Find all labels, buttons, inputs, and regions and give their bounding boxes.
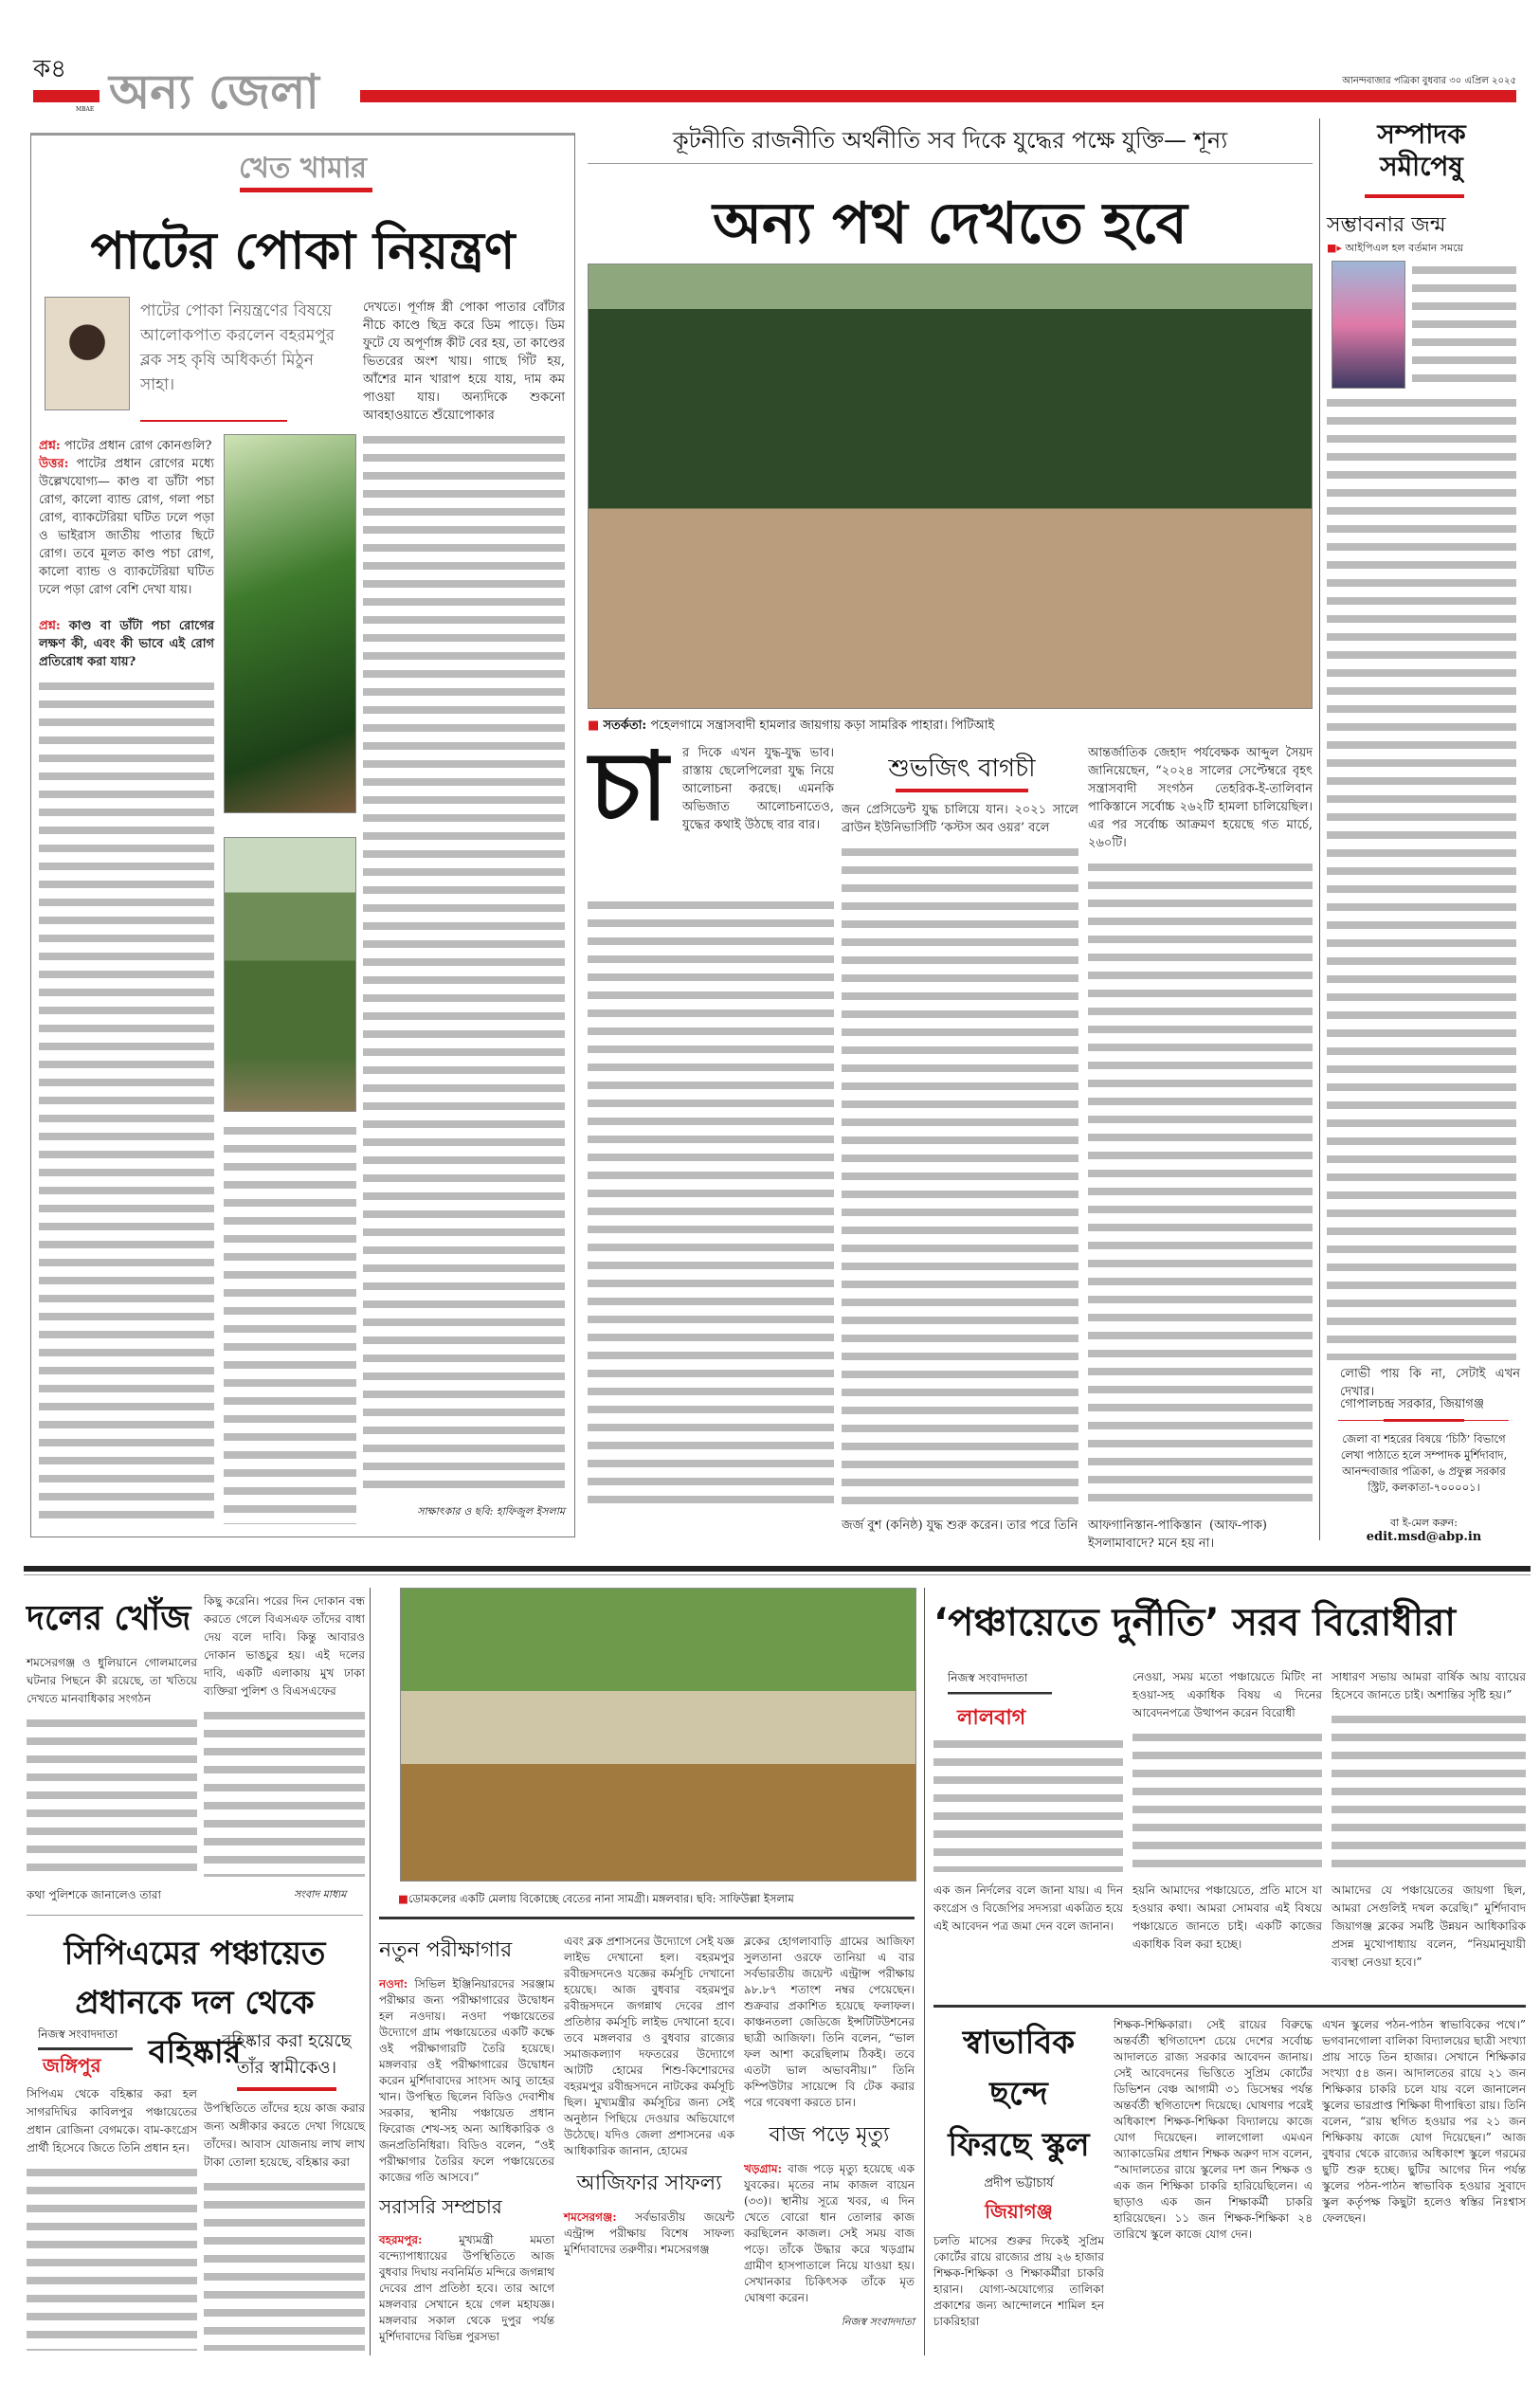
party-col2: [204, 1592, 365, 1877]
dateline: নওদা:: [379, 1977, 408, 1991]
headline: দলের খোঁজ: [27, 1599, 191, 1638]
red-rule: [33, 90, 100, 102]
red-underline: [240, 188, 372, 192]
body: নেওয়া, সময় মতো পঞ্চায়েতে মিটিং না হওয়া-সহ একাধিক বিষয় এ দিনের আবেদনপত্রে উত্থাপন করেন বিরোধী: [1132, 1670, 1322, 1719]
arrow-icon: ■▸: [1327, 242, 1342, 254]
body-text: [588, 896, 834, 1512]
body-text: [27, 2163, 197, 2351]
body-col2: জন প্রেসিডেন্ট যুদ্ধ চালিয়ে যান। ২০২১ সালে ব্রাউন ইউনিভার্সিটি ‘কস্টস অব ওয়র’ বলে: [842, 803, 1078, 835]
section-divider: [24, 1566, 1531, 1572]
cpim-col2: [204, 2100, 365, 2351]
letters-title-1: সম্পাদক: [1377, 118, 1466, 150]
bullet-icon: ■: [398, 1892, 408, 1905]
body-text: [933, 1735, 1123, 1872]
headline: আজিফার সাফল্য: [576, 2172, 722, 2195]
body-foot: কথা পুলিশকে জানালেও তারা: [27, 1888, 161, 1901]
dateline: জিয়াগঞ্জ: [985, 2200, 1053, 2223]
kicker: কূটনীতি রাজনীতি অর্থনীতি সব দিকে যুদ্ধের পক্ষে যুক্তি— শূন্য: [672, 127, 1228, 154]
body: এখন স্কুলের পঠন-পাঠন স্বাভাবিকের পথে।” ভগবানগোলা বালিকা বিদ্যালয়ের ছাত্রী সংখ্যা প্রায় সাড়ে তিন হাজার। সেখানে শিক্ষিকার সংখ্যা ৫৪ জন। আদালতের রায়ে ২১ জন শিক্ষিকার চাকরি চলে যায় বলে জানালেন স্কুলের ভারপ্রাপ্ত শিক্ষিকা দীপান্বিতা রায়। তিনি বলেন, “রায় স্থগিত হওয়ার পর ২১ জন শিক্ষিকায় কাজে যোগ দিয়েছেন।” আজ বুধবার থেকে রাজ্যের অধিকাংশ স্কুলে গরমের ছুটি শুরু হচ্ছে। ছুটির আগের দিন পর্যন্ত স্কুলের পঠন-পাঠন স্বাভাবিক হওয়ার সুবাদে স্কুল কর্তৃপক্ষ কিছুটা হলেও স্বস্তির নিঃশ্বাস ফেলছেন।: [1322, 2018, 1526, 2225]
answer: পাটের প্রধান রোগের মধ্যে উল্লেখযোগ্য— কাণ্ড বা ডাঁটা পচা রোগ, কালো ব্যান্ড রোগ, গলা পচা রোগ, ব্যাকটেরিয়া ঘটিত ঢলে পড়া ও ভাইরাস জাতীয় পাতার ছিটে রোগ। তবে মূলত কাণ্ড পচা রোগ, কালো ব্যান্ড ও ব্যাকটেরিয়া ঘটিত ঢলে পড়া রোগ বেশি দেখা যায়।: [39, 457, 214, 597]
letter-headline: সম্ভাবনার জন্ম: [1327, 213, 1446, 237]
lab-live-column: [379, 1934, 554, 2345]
body-text: [363, 430, 565, 1498]
section-tag: MBAE: [76, 106, 95, 113]
email-label: বা ই-মেল করুন:: [1390, 1517, 1458, 1529]
red-underline: [896, 789, 1028, 792]
photo-caption: [398, 1891, 794, 1909]
foot-3: (আফ-পাক): [1209, 1518, 1267, 1533]
lead-headline: অন্য পথ দেখতে হবে: [713, 191, 1187, 257]
body-text: [1332, 1710, 1526, 1872]
red-rule: [360, 90, 1516, 102]
school-col1: [933, 2017, 1104, 2330]
byline: শুভজিৎ বাগচী: [888, 755, 1036, 783]
body: সিপিএম থেকে বহিষ্কার করা হল সাগরদিঘির কাবিলপুর পঞ্চায়েতের প্রধান রোজিনা বেগমকে। বাম-কংগ্রেস প্রার্থী হিসেবে জিতে তিনি প্রধান হন।: [27, 2087, 197, 2155]
lead-photo: [588, 264, 1313, 709]
body: [379, 2232, 554, 2345]
body-text: সিভিল ইঞ্জিনিয়ারদের সরঞ্জাম পরীক্ষার জন্য পরীক্ষাগারের উদ্বোধন হল নওদায়। নওদা পঞ্চায়েতের উদ্যোগে গ্রাম পঞ্চায়েতের একটি কক্ষে ওই পরীক্ষাগারটি তৈরি হয়েছে। মঙ্গলবার ওই পরীক্ষাগারের উদ্বোধন করেন মুর্শিদাবাদের সাংসদ আবু তাহের খান। উপস্থিত ছিলেন বিডিও দেবাশীষ সরকার, স্থানীয় পঞ্চায়েত প্রধান ফিরোজ শেখ-সহ অন্য আধিকারিক ও জনপ্রতিনিধিরা। বিডিও বলেন, “ওই পরীক্ষাগার তৈরির ফলে পঞ্চায়েতের কাজের গতি আসবে।”: [379, 1977, 554, 2184]
body: হয়নি আমাদের পঞ্চায়েতে, প্রতি মাসে যা হওয়ার কথা। আমরা সোমবার এই বিষয়ে পঞ্চায়েতে জানতে চাই। একটি কাজের একাধিক বিল করা হচ্ছে।: [1132, 1883, 1322, 1951]
dateline: বহরমপুর:: [379, 2233, 423, 2246]
body-text: [27, 1714, 197, 1877]
submission-notice: জেলা বা শহরের বিষয়ে ‘চিঠি’ বিভাগে লেখা পাঠাতে হলে সম্পাদক মুর্শিদাবাদ, আনন্দবাজার পত্রিকা, ৬ প্রফুল্ল সরকার স্ট্রিট, কলকাতা-৭০০০০১।: [1340, 1432, 1508, 1494]
letter-lead: [1327, 239, 1516, 257]
body: [564, 2209, 734, 2258]
section-kicker: খেত খামার: [238, 152, 368, 185]
answer-label: উত্তর:: [39, 457, 69, 471]
credit: সংবাদ মাধ্যম: [294, 1888, 347, 1900]
headline: [933, 2017, 1104, 2171]
party-col1: [27, 1654, 197, 1877]
body-col3: আন্তর্জাতিক জেহাদ পর্যবেক্ষক আব্দুল সৈয়দ জানিয়েছেন, “২০২৪ সালের সেপ্টেম্বরে বৃহৎ সন্ত্রাসবাদী সংগঠন তেহরিক-ই-তালিবান পাকিস্তানে সর্বোচ্চ ২৬২টি হামলা চালিয়েছিল। এর পর সর্বোচ্চ আক্রমণ হয়েছে গত মার্চে, ২৬০টি।: [1088, 746, 1313, 850]
date-line: আনন্দবাজার পত্রিকা বুধবার ৩০ এপ্রিল ২০২৫: [1342, 76, 1516, 86]
question: পাটের প্রধান রোগ কোনগুলি?: [63, 439, 212, 453]
question: কাণ্ড বা ডাঁটা পচা রোগের লক্ষণ কী, এবং কী ভাবে এই রোগ প্রতিরোধ করা যায়?: [39, 619, 214, 669]
foot-2: আফগানিস্তান-পাকিস্তান: [1088, 1518, 1202, 1533]
dateline: শমসেরগঞ্জ:: [564, 2210, 617, 2224]
cricket-photo: [1332, 261, 1405, 389]
letter-first-line: আইপিএল হল বর্তমান সময়ে: [1345, 242, 1464, 254]
lead-col3: [1088, 744, 1313, 1512]
caption: পহেলগামে সন্ত্রাসবাদী হামলার জায়গায় কড়া সামরিক পাহারা। পিটিআই: [650, 718, 995, 733]
question-label: প্রশ্ন:: [39, 619, 61, 633]
byline: প্রদীপ ভট্টাচার্য: [984, 2176, 1054, 2191]
page-number: ক৪: [33, 55, 67, 83]
panchayat-col2: [1132, 1668, 1322, 1872]
farm-article: [30, 133, 575, 1537]
body-col1: র দিকে এখন যুদ্ধ-যুদ্ধ ভাব। রাস্তায় ছেলেপিলেরা যুদ্ধ নিয়ে আলোচনা করছে। এমনকি অভিজাত আলোচনাতেও, যুদ্ধের কথাই উঠছে বার বার।: [682, 746, 834, 832]
credit: সাক্ষাৎকার ও ছবি: হাফিজুল ইসলাম: [417, 1505, 565, 1518]
credit: নিজস্ব সংবাদদাতা: [841, 2316, 915, 2328]
foot-4: ইসলামাবাদে? মনে হয় না।: [1088, 1536, 1215, 1551]
dateline: জঙ্গিপুর: [43, 2054, 101, 2077]
body: ব্লকের হোগলাবাড়ি গ্রামের আজিফা সুলতানা ওরফে তানিয়া এ বার সর্বভারতীয় জয়েন্ট এন্ট্রান্স পরীক্ষায় ৯৮.৮৭ শতাংশ নম্বর পেয়েছেন। শুক্রবার প্রকাশিত হয়েছে ফলাফল। কাঞ্চনতলা জেডিজে ইন্সটিটিউশনের ছাত্রী আজিফা। তিনি বলেন, “ভাল ফল আশা করেছিলাম ঠিকই। তবে এতটা ভাল অভাবনীয়।” তিনি কম্পিউটার সায়েন্সে বি টেক করার পরে গবেষণা করতে চান।: [744, 1935, 915, 2109]
ajifa-lightning-column: [744, 1934, 915, 2332]
letters-title: [1327, 118, 1516, 183]
foot-row: [1088, 1517, 1313, 1553]
section-title: অন্য জেলা: [109, 64, 319, 119]
letters-title-2: সমীপেষু: [1380, 151, 1463, 182]
headline: সরাসরি সম্প্রচার: [379, 2195, 502, 2218]
live-ajifa-column: [564, 1934, 734, 2258]
caption-label: সতর্কতা:: [603, 718, 647, 733]
headline: ‘পঞ্চায়েতে দুর্নীতি’ সরব বিরোধীরা: [933, 1601, 1456, 1645]
red-underline: [140, 420, 287, 422]
drop-cap: চা: [589, 731, 668, 842]
pull-quote: বহিষ্কার করা হয়েছে তাঁর স্বামীকেও।: [222, 2031, 352, 2078]
author-photo: [45, 297, 130, 410]
headline-line: ছন্দে: [989, 2075, 1048, 2113]
fair-photo: [400, 1588, 916, 1882]
question-label: প্রশ্ন:: [39, 439, 61, 453]
qa-text: [39, 437, 214, 671]
lead-col2: [842, 801, 1078, 1512]
letter-body: [1327, 393, 1516, 1360]
right-column: [363, 299, 565, 1521]
body: শিক্ষক-শিক্ষিকারা। সেই রায়ের বিরুদ্ধে অন্তর্বর্তী স্থগিতাদেশ চেয়ে দেশের সর্বোচ্চ আদালতে রাজ্য সরকার আবেদন জানায়। সেই আবেদনের ভিত্তিতে সুপ্রিম কোর্টের ডিভিশন বেঞ্চ আগামী ৩১ ডিসেম্বর পর্যন্ত অন্তর্বর্তী স্থগিতাদেশ দিয়েছে। ঘোষণার পরেই অধিকাংশ শিক্ষক-শিক্ষিকা বিদ্যালয়ে কাজে যোগ দিয়েছেন। লালগোলা এমএন অ্যাকাডেমির প্রধান শিক্ষক অরুণ দাস বলেন, “আদালতের রায়ে স্কুলের দশ জন শিক্ষক ও এক জন শিক্ষিকা চাকরি হারিয়েছিলেন। এ ছাড়াও এক জন শিক্ষাকর্মী চাকরি হারিয়েছেন। ১১ জন শিক্ষক-শিক্ষিকা ২৪ তারিখে স্কুলে কাজে যোগ দেন।: [1114, 2018, 1313, 2241]
dateline: লালবাগ: [957, 1706, 1026, 1730]
body-text: [1132, 1728, 1322, 1872]
body-text: বাজ পড়ে মৃত্যু হয়েছে এক যুবকের। মৃতের নাম কাজল বায়েন (৩৩)। স্থানীয় সূত্রে খবর, এ দিন খেতে বোরো ধান তোলার কাজ করছিলেন কাজল। সেই সময় বাজ পড়ে। তাঁকে উদ্ধার করে খড়গ্রাম গ্রামীণ হাসপাতালে নিয়ে যাওয়া হয়। সেখানকার চিকিৎসক তাঁকে মৃত ঘোষণা করেন।: [744, 2162, 915, 2304]
body: এবং ব্লক প্রশাসনের উদ্যোগে সেই যজ্ঞ লাইভ দেখানো হল। বহরমপুর রবীন্দ্রসদনেও যজ্ঞের কর্মসূচি দেখানো হয়েছে। আজ বুধবার বহরমপুর রবীন্দ্রসদনে জগন্নাথ দেবের প্রাণ প্রতিষ্ঠার কর্মসূচি লাইভ দেখানো হবে। তবে মঙ্গলবার ও বুধবার রাজ্যের সমাজকল্যাণ দফতরের উদ্যোগে আটটি হোমের শিশু-কিশোরদের বহরমপুর রবীন্দ্রসদনে নাটকের কর্মসূচি ছিল। মুখ্যমন্ত্রীর কর্মসূচির জন্য সেই অনুষ্ঠান পিছিয়ে দেওয়ার অভিযোগে উঠেছে। যদিও জেলা প্রশাসনের এক আধিকারিক জানান, হোমের: [564, 1935, 734, 2157]
email-link[interactable]: edit.msd@abp.in: [1366, 1530, 1482, 1544]
body-text: [224, 1121, 356, 1524]
headline-line: স্বাভাবিক: [962, 2024, 1076, 2062]
bullet-icon: ■: [588, 718, 600, 733]
letter-tail: লোভী পায় কি না, সেটাই এখন দেখার।: [1340, 1367, 1520, 1399]
headline: নতুন পরীক্ষাগার: [379, 1938, 513, 1962]
body-text: [1088, 858, 1313, 1512]
dateline: খড়গ্রাম:: [744, 2162, 783, 2175]
body: শমসেরগঞ্জ ও ধুলিয়ানে গোলমালের ঘটনার পিছনে কী রয়েছে, তা খতিয়ে দেখতে মানবাধিকার সংগঠন: [27, 1656, 197, 1705]
caption: ডোমকলের একটি মেলায় বিকোচ্ছে বেতের নানা সামগ্রী। মঙ্গলবার। ছবি: সাফিউল্লা ইসলাম: [408, 1892, 794, 1905]
body: আমাদের যে পঞ্চায়েতের জায়গা ছিল, আমরা সেগুলিই দখল করেছি।” মুর্শিদাবাদ জিয়াগঞ্জ ব্লকের সমষ্টি উন্নয়ন আধিকারিক প্রসন্ন মুখোপাধ্যায় বলেন, “নিয়মানুযায়ী ব্যবস্থা নেওয়া হবে।”: [1332, 1883, 1526, 1969]
letter-signature: গোপালচন্দ্র সরকার, জিয়াগঞ্জ: [1340, 1397, 1484, 1411]
jute-plant-photo: [224, 434, 356, 813]
foot-1: জর্জ বুশ (কনিষ্ঠ) যুদ্ধ শুরু করেন। তার পরে তিনি: [842, 1518, 1078, 1533]
body-text: [204, 1706, 365, 1877]
body-text: সর্বভারতীয় জয়েন্ট এন্ট্রান্স পরীক্ষায় বিশেষ সাফল্য মুর্শিদাবাদের তরুণীর। শমসেরগঞ্জ: [564, 2210, 734, 2256]
farmer-photo: [224, 837, 356, 1112]
letter-body: [1412, 261, 1516, 389]
body: [744, 2161, 915, 2306]
body-text: মুখ্যমন্ত্রী মমতা বন্দ্যোপাধ্যায়ের উপস্থিতিতে আজ বুধবার দিঘায় নবনির্মিত মন্দিরে জগন্নাথ দেবের প্রাণ প্রতিষ্ঠা হবে। তার আগে মঙ্গলবার সেখানে হয়ে গেল মহাযজ্ঞ। মঙ্গলবার সকাল থেকে দুপুর পর্যন্ত মুর্শিদাবাদের বিভিন্ন পুরসভা: [379, 2233, 554, 2343]
body: কিছু করেনি। পরের দিন দোকান বন্ধ করতে গেলে বিএসএফ তাঁদের বাধা দেয় বলে দাবি। কিন্তু আবারও দোকান ভাঙচুর হয়। এই দলের দাবি, একটি এলাকায় মুখ ঢাকা ব্যক্তিরা পুলিশ ও বিএসএফের: [204, 1594, 365, 1698]
body-text: [842, 843, 1078, 1512]
body: [379, 1976, 554, 2186]
body: চলতি মাসের শুরুর দিকেই সুপ্রিম কোর্টের রায়ে রাজ্যের প্রায় ২৬ হাজার শিক্ষক-শিক্ষিকা ও শিক্ষাকর্মীরা চাকরি হারান। যোগ্য-অযোগ্যের তালিকা প্রকাশের জন্য আন্দোলনে শামিল হন চাকরিহারা: [933, 2234, 1104, 2328]
intro: পাটের পোকা নিয়ন্ত্রণের বিষয়ে আলোকপাত করলেন বহরমপুর ব্লক সহ কৃষি অধিকর্তা মিঠুন সাহা।: [140, 301, 335, 394]
side-text: দেখতে। পূর্ণাঙ্গ স্ত্রী পোকা পাতার বোঁটার নীচে কাণ্ডে ছিদ্র করে ডিম পাড়ে। ডিম ফুটে যে অপূর্ণাঙ্গ কীট বের হয়, তা কাণ্ডের ভিতরের অংশ খায়। গাছে গিঁট হয়, আঁশের মান খারাপ হয়ে যায়, দাম কম পাওয়া যায়। অন্যদিকে শুকনো আবহাওয়াতে শুঁয়োপোকার: [363, 300, 565, 423]
headline: বাজ পড়ে মৃত্যু: [769, 2123, 890, 2147]
red-underline: [1365, 194, 1464, 198]
body: উপস্থিতিতে তাঁদের হয়ে কাজ করার জন্য অঙ্গীকার করতে দেখা গিয়েছে তাঁদের। আবাস যোজনায় লাখ লাখ টাকা তোলা হয়েছে, বহিষ্কার করা: [204, 2101, 365, 2169]
headline-line: ফিরছে স্কুল: [948, 2126, 1090, 2164]
qa-column: [39, 437, 214, 1527]
body-text: [39, 677, 214, 1527]
byline: নিজস্ব সংবাদদাতা: [38, 2027, 118, 2041]
headline: পাটের পোকা নিয়ন্ত্রণ: [90, 221, 516, 281]
panchayat-col3: [1332, 1668, 1526, 1872]
cpim-col1: [27, 2085, 197, 2351]
byline: নিজস্ব সংবাদদাতা: [948, 1671, 1028, 1684]
body: এক জন নির্দলের বলে জানা যায়। এ দিন কংগ্রেস ও বিজেপির সদস্যরা একত্রিত হয়ে এই আবেদন পত্র জমা দেন বলে জানান।: [933, 1883, 1123, 1933]
headline: সিপিএমের পঞ্চায়েত প্রধানকে দল থেকে বহিষ্কার: [63, 1935, 326, 2071]
body: সাধারণ সভায় আমরা বার্ষিক আয় ব্যায়ের হিসেবে জানতে চাই। অশান্তির সৃষ্টি হয়।”: [1332, 1670, 1526, 1701]
body-text: [204, 2177, 365, 2351]
